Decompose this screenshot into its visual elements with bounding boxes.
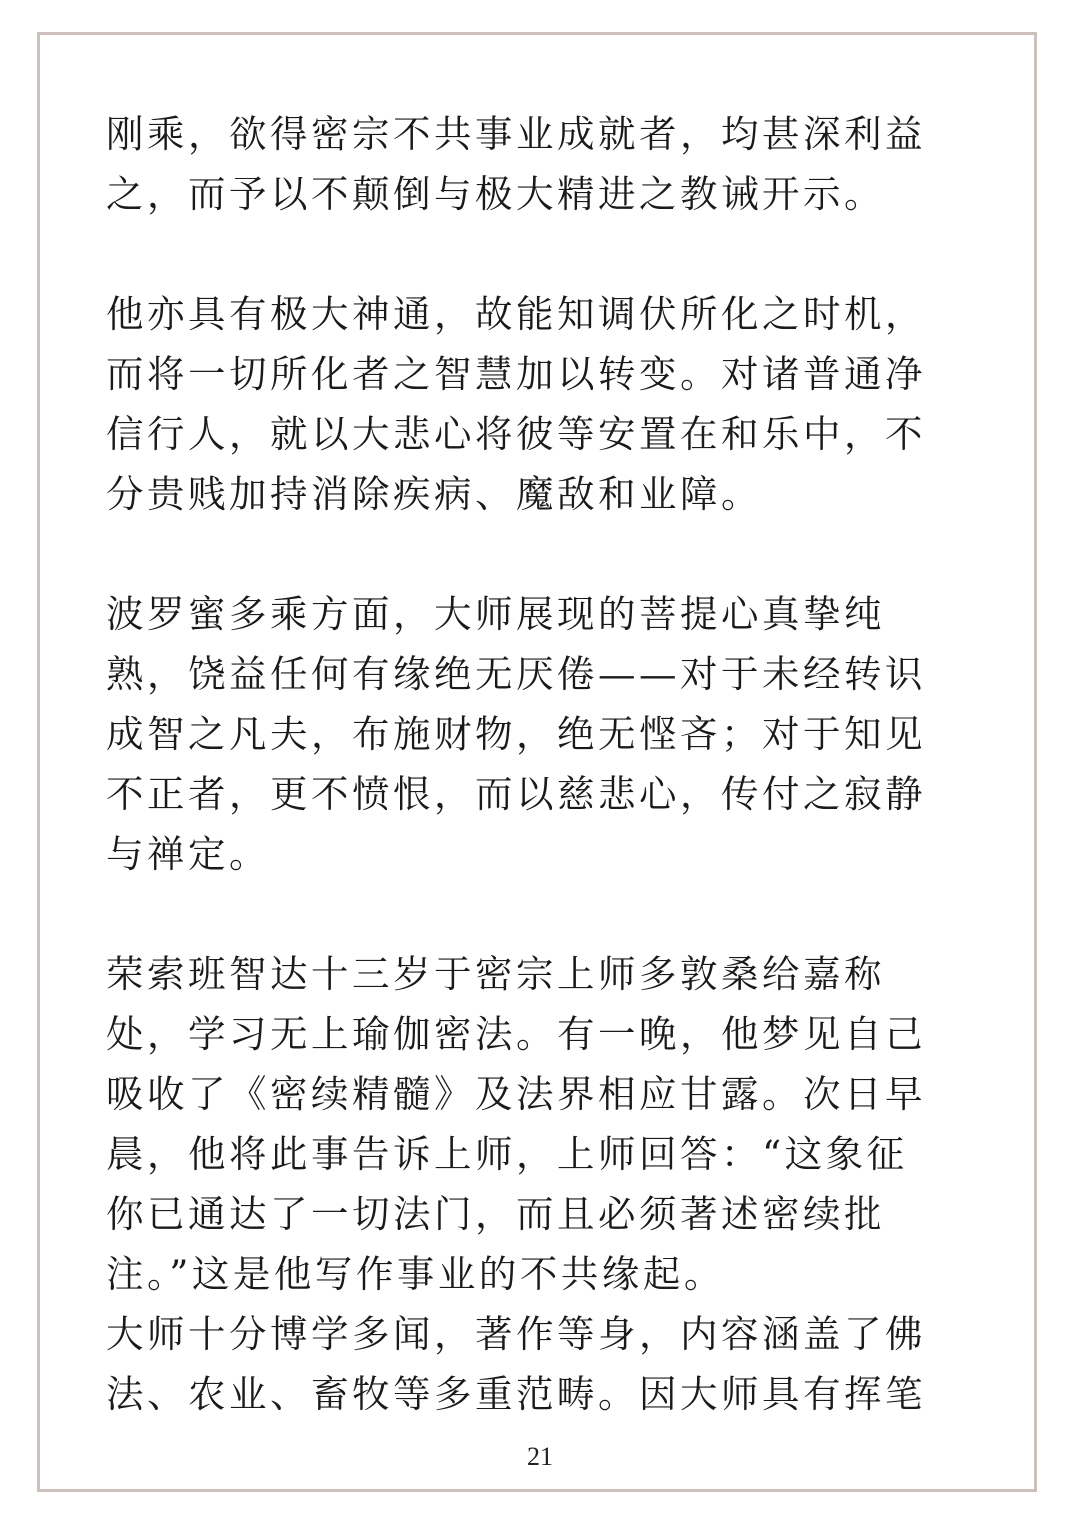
text-line: 不正者，更不愤恨，而以慈悲心，传付之寂静 (106, 772, 926, 816)
text-line: 吸收了《密续精髓》及法界相应甘露。次日早 (106, 1072, 926, 1116)
paragraph-gap (106, 224, 976, 284)
paragraph-gap (106, 524, 976, 584)
text-line: 信行人，就以大悲心将彼等安置在和乐中，不 (106, 412, 926, 456)
paragraph-2 (106, 284, 976, 524)
text-line: 大师十分博学多闻，著作等身，内容涵盖了佛 (106, 1312, 926, 1356)
page-number: 21 (527, 1442, 553, 1471)
paragraph-4 (106, 944, 976, 1304)
document-body (106, 104, 976, 1424)
text-line: 分贵贱加持消除疾病、魔敌和业障。 (106, 472, 762, 516)
text-line: 你已通达了一切法门，而且必须著述密续批 (106, 1192, 885, 1236)
paragraph-3 (106, 584, 976, 884)
text-line: 处，学习无上瑜伽密法。有一晚，他梦见自己 (106, 1012, 926, 1056)
text-line: 他亦具有极大神通，故能知调伏所化之时机， (106, 292, 926, 336)
text-line: 荣索班智达十三岁于密宗上师多敦桑给嘉称 (106, 952, 885, 996)
text-line: 注。”这是他写作事业的不共缘起。 (106, 1252, 725, 1296)
text-line: 成智之凡夫，布施财物，绝无悭吝；对于知见 (106, 712, 926, 756)
text-line: 与禅定。 (106, 832, 270, 876)
paragraph-1 (106, 104, 976, 224)
text-line: 之，而予以不颠倒与极大精进之教诫开示。 (106, 172, 885, 216)
paragraph-5 (106, 1304, 976, 1424)
text-line: 而将一切所化者之智慧加以转变。对诸普通净 (106, 352, 926, 396)
paragraph-gap (106, 884, 976, 944)
text-line: 晨，他将此事告诉上师，上师回答：“这象征 (106, 1132, 908, 1176)
text-line: 刚乘，欲得密宗不共事业成就者，均甚深利益 (106, 112, 926, 156)
text-line: 法、农业、畜牧等多重范畴。因大师具有挥笔 (106, 1372, 926, 1416)
text-line: 波罗蜜多乘方面，大师展现的菩提心真挚纯 (106, 592, 885, 636)
text-line: 熟，饶益任何有缘绝无厌倦——对于未经转识 (106, 652, 926, 696)
